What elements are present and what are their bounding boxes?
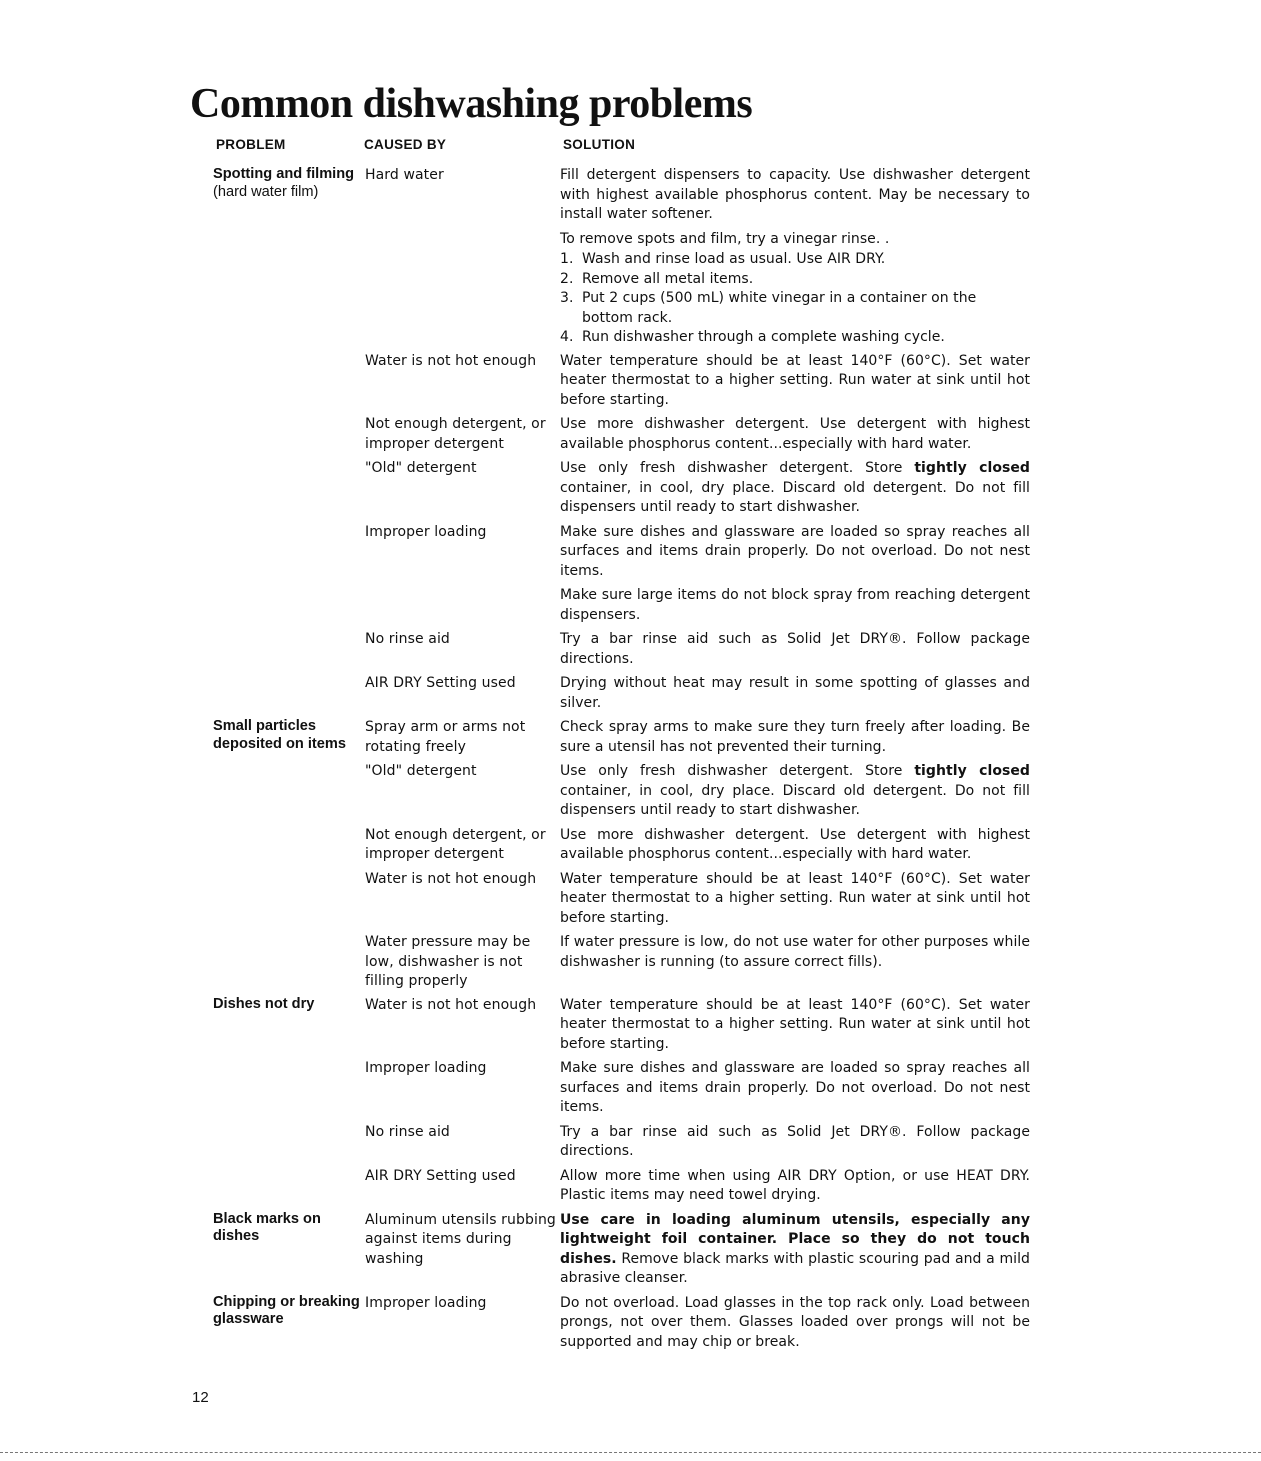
solution-cell [560,630,1030,674]
cause-cell [365,1123,560,1143]
solution-text: Use care in loading aluminum utensils, especially any lightweight foil container. Place so they do not touch dishes. Remove black marks with plastic scouring pad and a mild abrasive cleanser. [560,1211,1030,1286]
page-bottom-rule [0,1452,1261,1453]
cause-text: Hard water [365,167,444,183]
cause-text: Water is not hot enough [365,352,537,369]
cause-cell [365,933,560,992]
solution-text: Water temperature should be at least 140°F (60°C). Set water heater thermostat to a higher setting. Run water at sink until hot before starting. [560,870,1030,926]
cause-cell [365,1211,560,1270]
cause-text: Not enough detergent, or improper detergent [365,416,546,452]
solution-text: Fill detergent dispensers to capacity. Use dishwasher detergent with highest available phosphorus content. May be necessary to install water softener. [560,167,1030,222]
cause-cell [365,459,560,479]
problem-title: Small particles deposited on items [213,718,346,752]
cause-text: Water is not hot enough [365,996,537,1013]
solution-text: To remove spots and film, try a vinegar rinse. . [560,230,890,247]
solution-text: Make sure dishes and glassware are loaded so spray reaches all surfaces and items drain properly. Do not overload. Do not nest items. [560,523,1030,579]
cause-text: No rinse aid [365,1123,450,1140]
solution-cell [560,674,1030,718]
list-item: 3. Put 2 cups (500 mL) white vinegar in a container on the bottom rack. [560,290,977,326]
cause-text: AIR DRY Setting used [365,675,516,691]
list-item: 4. Run dishwasher through a complete washing cycle. [560,329,945,345]
cause-cell [365,996,560,1016]
cause-text: No rinse aid [365,631,450,647]
cause-text: "Old" detergent [365,763,477,779]
table-row [0,1123,1261,1167]
list-item: 2. Remove all metal items. [560,270,754,287]
cause-cell [365,870,560,890]
cause-text: Improper loading [365,1294,487,1311]
solution-text: If water pressure is low, do not use water for other purposes while dishwasher is running (to assure correct fills). [560,934,1030,970]
solution-text: Try a bar rinse aid such as Solid Jet DRY®. Follow package directions. [560,1123,1030,1159]
cause-text: Improper loading [365,1060,487,1076]
cause-text: AIR DRY Setting used [365,1167,516,1184]
table-row [0,933,1261,992]
page-title: Common dishwashing problems [190,81,753,127]
solution-cell [560,826,1030,870]
cause-text: Water is not hot enough [365,870,537,887]
solution-cell [560,718,1030,762]
table-row [0,674,1261,718]
header-caused-by: CAUSED BY [364,137,447,152]
cause-cell [365,826,560,865]
problem-cell [213,1211,363,1246]
solution-text: Check spray arms to make sure they turn freely after loading. Be sure a utensil has not prevented their turning. [560,719,1030,755]
problem-title: Spotting and filming [213,166,355,182]
solution-cell [560,870,1030,934]
problem-cell [213,1294,363,1329]
table-row [0,1211,1261,1294]
solution-text: Use more dishwasher detergent. Use detergent with highest available phosphorus content...especially with hard water. [560,826,1030,862]
problem-cell [213,718,363,753]
cause-cell [365,674,560,694]
cause-text: Spray arm or arms not rotating freely [365,719,526,755]
emphasis-text: Use care in loading aluminum utensils, especially any lightweight foil container. Place so they do not touch dishes. [560,1211,1030,1267]
page-number: 12 [192,1389,209,1406]
cause-cell [365,762,560,782]
table-row [0,870,1261,934]
cause-cell [365,166,560,186]
solution-cell [560,1211,1030,1294]
cause-cell [365,415,560,454]
solution-text: Try a bar rinse aid such as Solid Jet DRY®. Follow package directions. [560,631,1030,667]
solution-cell [560,1059,1030,1123]
table-row [0,826,1261,870]
cause-cell [365,523,560,543]
problem-note: (hard water film) [213,183,319,200]
table-row [0,762,1261,826]
solution-text: Make sure dishes and glassware are loaded so spray reaches all surfaces and items drain properly. Do not overload. Do not nest items. [560,1060,1030,1115]
solution-text: Use only fresh dishwasher detergent. Store tightly closed container, in cool, dry place. Discard old detergent. Do not fill dispensers until ready to start dishwasher. [560,763,1030,818]
cause-text: Aluminum utensils rubbing against items during washing [365,1211,556,1267]
table-row [0,1059,1261,1123]
solution-text: Water temperature should be at least 140°F (60°C). Set water heater thermostat to a higher setting. Run water at sink until hot before starting. [560,352,1030,408]
cause-cell [365,352,560,372]
cause-text: Water pressure may be low, dishwasher is not filling properly [365,934,531,989]
list-item: 1. Wash and rinse load as usual. Use AIR DRY. [560,251,886,267]
solution-cell [560,1167,1030,1211]
header-solution: SOLUTION [563,137,636,152]
problem-title: Chipping or breaking glassware [213,1293,360,1327]
cause-text: Not enough detergent, or improper detergent [365,826,546,862]
solution-text: Water temperature should be at least 140°F (60°C). Set water heater thermostat to a higher setting. Run water at sink until hot before starting. [560,996,1030,1052]
solution-text: Use more dishwasher detergent. Use detergent with highest available phosphorus content...especially with hard water. [560,416,1030,452]
solution-cell [560,762,1030,826]
table-row [0,1294,1261,1358]
problem-title: Dishes not dry [213,995,315,1012]
table-row [0,166,1261,352]
problem-cell [213,996,363,1014]
table-row [0,352,1261,416]
emphasis-text: tightly closed [914,763,1030,779]
table-row [0,523,1261,631]
solution-text: Make sure large items do not block spray from reaching detergent dispensers. [560,587,1030,623]
problem-cell [213,166,363,201]
solution-text: Drying without heat may result in some spotting of glasses and silver. [560,675,1030,711]
vinegar-rinse-steps [560,250,1030,348]
solution-text: Use only fresh dishwasher detergent. Store tightly closed container, in cool, dry place. Discard old detergent. Do not fill dispensers until ready to start dishwasher. [560,460,1030,515]
table-row [0,996,1261,1060]
table-row [0,630,1261,674]
header-problem: PROBLEM [216,137,286,152]
table-row [0,718,1261,762]
table-row [0,459,1261,523]
solution-text: Allow more time when using AIR DRY Option, or use HEAT DRY. Plastic items may need towel drying. [560,1167,1030,1203]
solution-cell [560,1294,1030,1358]
solution-cell [560,166,1030,352]
table-row [0,1167,1261,1211]
cause-cell [365,1294,560,1314]
solution-text: Do not overload. Load glasses in the top rack only. Load between prongs, not over them. Glasses loaded over prongs will not be supported and may chip or break. [560,1294,1030,1350]
solution-cell [560,523,1030,631]
problem-title: Black marks on dishes [213,1210,321,1244]
problems-table [0,166,1261,1357]
cause-cell [365,1059,560,1079]
solution-cell [560,415,1030,459]
cause-text: Improper loading [365,523,487,540]
solution-cell [560,996,1030,1060]
cause-cell [365,630,560,650]
solution-cell [560,933,1030,977]
cause-cell [365,718,560,757]
solution-cell [560,1123,1030,1167]
solution-cell [560,352,1030,416]
table-row [0,415,1261,459]
cause-cell [365,1167,560,1187]
solution-cell [560,459,1030,523]
cause-text: "Old" detergent [365,460,477,476]
emphasis-text: tightly closed [914,460,1030,476]
